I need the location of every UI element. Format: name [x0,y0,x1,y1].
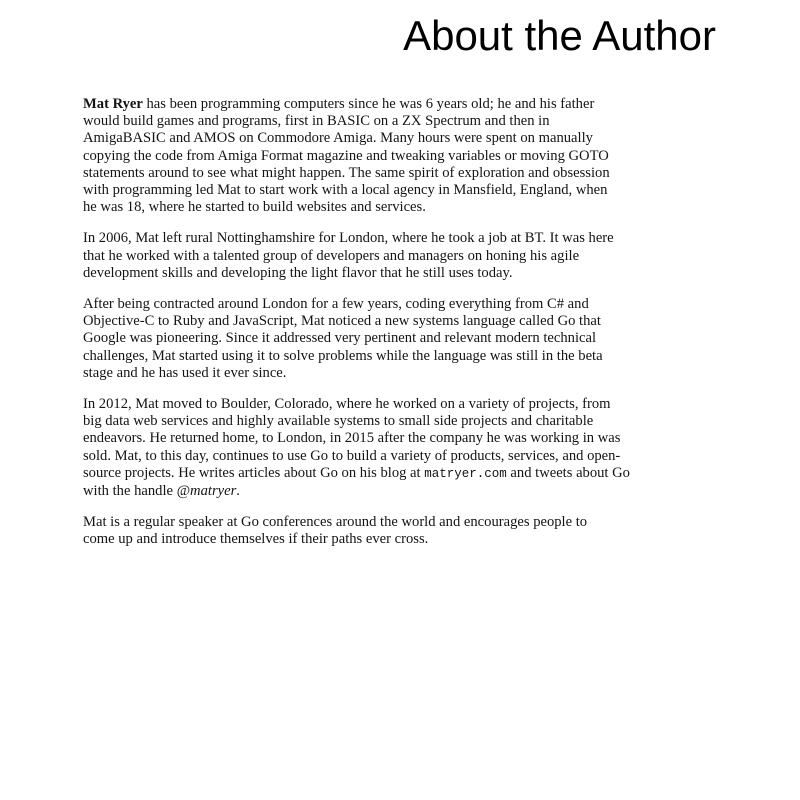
text-line [83,313,723,330]
text-segment: sold. Mat, to this day, continues to use Go to build a variety of products, services, and open- [83,447,621,464]
text-line [83,113,723,130]
text-line [83,465,723,483]
bio-paragraph [83,296,723,382]
text-line [83,531,723,548]
text-line [83,96,723,113]
text-segment: stage and he has used it ever since. [83,364,287,381]
text-line [83,365,723,382]
text-segment: development skills and developing the light flavor that he still uses today. [83,264,513,281]
text-line [83,330,723,347]
text-segment: come up and introduce themselves if their paths ever cross. [83,531,429,548]
text-line [83,296,723,313]
text-segment: . [236,483,240,500]
text-segment: AmigaBASIC and AMOS on Commodore Amiga. Many hours were spent on manually [83,130,593,147]
bio-paragraph [83,230,723,282]
blog-url: matryer.com [424,466,507,481]
bio-paragraph [83,396,723,500]
text-line [83,182,723,199]
text-segment: source projects. He writes articles about Go on his blog at [83,464,425,481]
text-segment: statements around to see what might happen. The same spirit of exploration and obsession [83,164,610,181]
text-line [83,396,723,413]
text-segment: he was 18, where he started to build websites and services. [83,199,426,216]
text-segment: with programming led Mat to start work with a local agency in Mansfield, England, when [83,182,608,199]
text-line [83,130,723,147]
text-segment: that he worked with a talented group of developers and managers on honing his agile [83,247,580,264]
text-segment: challenges, Mat started using it to solve problems while the language was still in the beta [83,347,603,364]
text-segment: and tweets about Go [506,464,630,481]
bio-paragraph [83,96,723,216]
text-line [83,230,723,247]
text-segment: After being contracted around London for a few years, coding everything from C# and [83,296,589,313]
text-line [83,248,723,265]
text-segment: with the handle [83,483,177,500]
author-name: Mat Ryer [83,96,143,112]
text-segment: big data web services and highly available systems to small side projects and charitable [83,413,594,430]
text-line [83,348,723,365]
text-line [83,430,723,447]
text-line [83,448,723,465]
text-line [83,514,723,531]
text-line [83,483,723,500]
text-line [83,148,723,165]
text-segment: In 2006, Mat left rural Nottinghamshire for London, where he took a job at BT. It was here [83,230,614,247]
text-line [83,165,723,182]
text-segment: Google was pioneering. Since it addressed very pertinent and relevant modern technical [83,330,597,347]
text-segment: would build games and programs, first in BASIC on a ZX Spectrum and then in [83,113,550,130]
text-line [83,413,723,430]
text-line [83,265,723,282]
page-title: About the Author [403,12,716,59]
text-segment: Objective-C to Ruby and JavaScript, Mat noticed a new systems language called Go that [83,313,601,330]
text-line [83,199,723,216]
text-segment: endeavors. He returned home, to London, in 2015 after the company he was working in was [83,430,621,447]
author-bio [83,96,723,563]
bio-paragraph [83,514,723,548]
text-segment: has been programming computers since he was 6 years old; he and his father [142,96,595,112]
text-segment: In 2012, Mat moved to Boulder, Colorado, where he worked on a variety of projects, from [83,396,611,413]
text-segment: Mat is a regular speaker at Go conferences around the world and encourages people to [83,514,588,531]
twitter-handle: @matryer [176,483,237,500]
text-segment: copying the code from Amiga Format magazine and tweaking variables or moving GOTO [83,147,609,164]
